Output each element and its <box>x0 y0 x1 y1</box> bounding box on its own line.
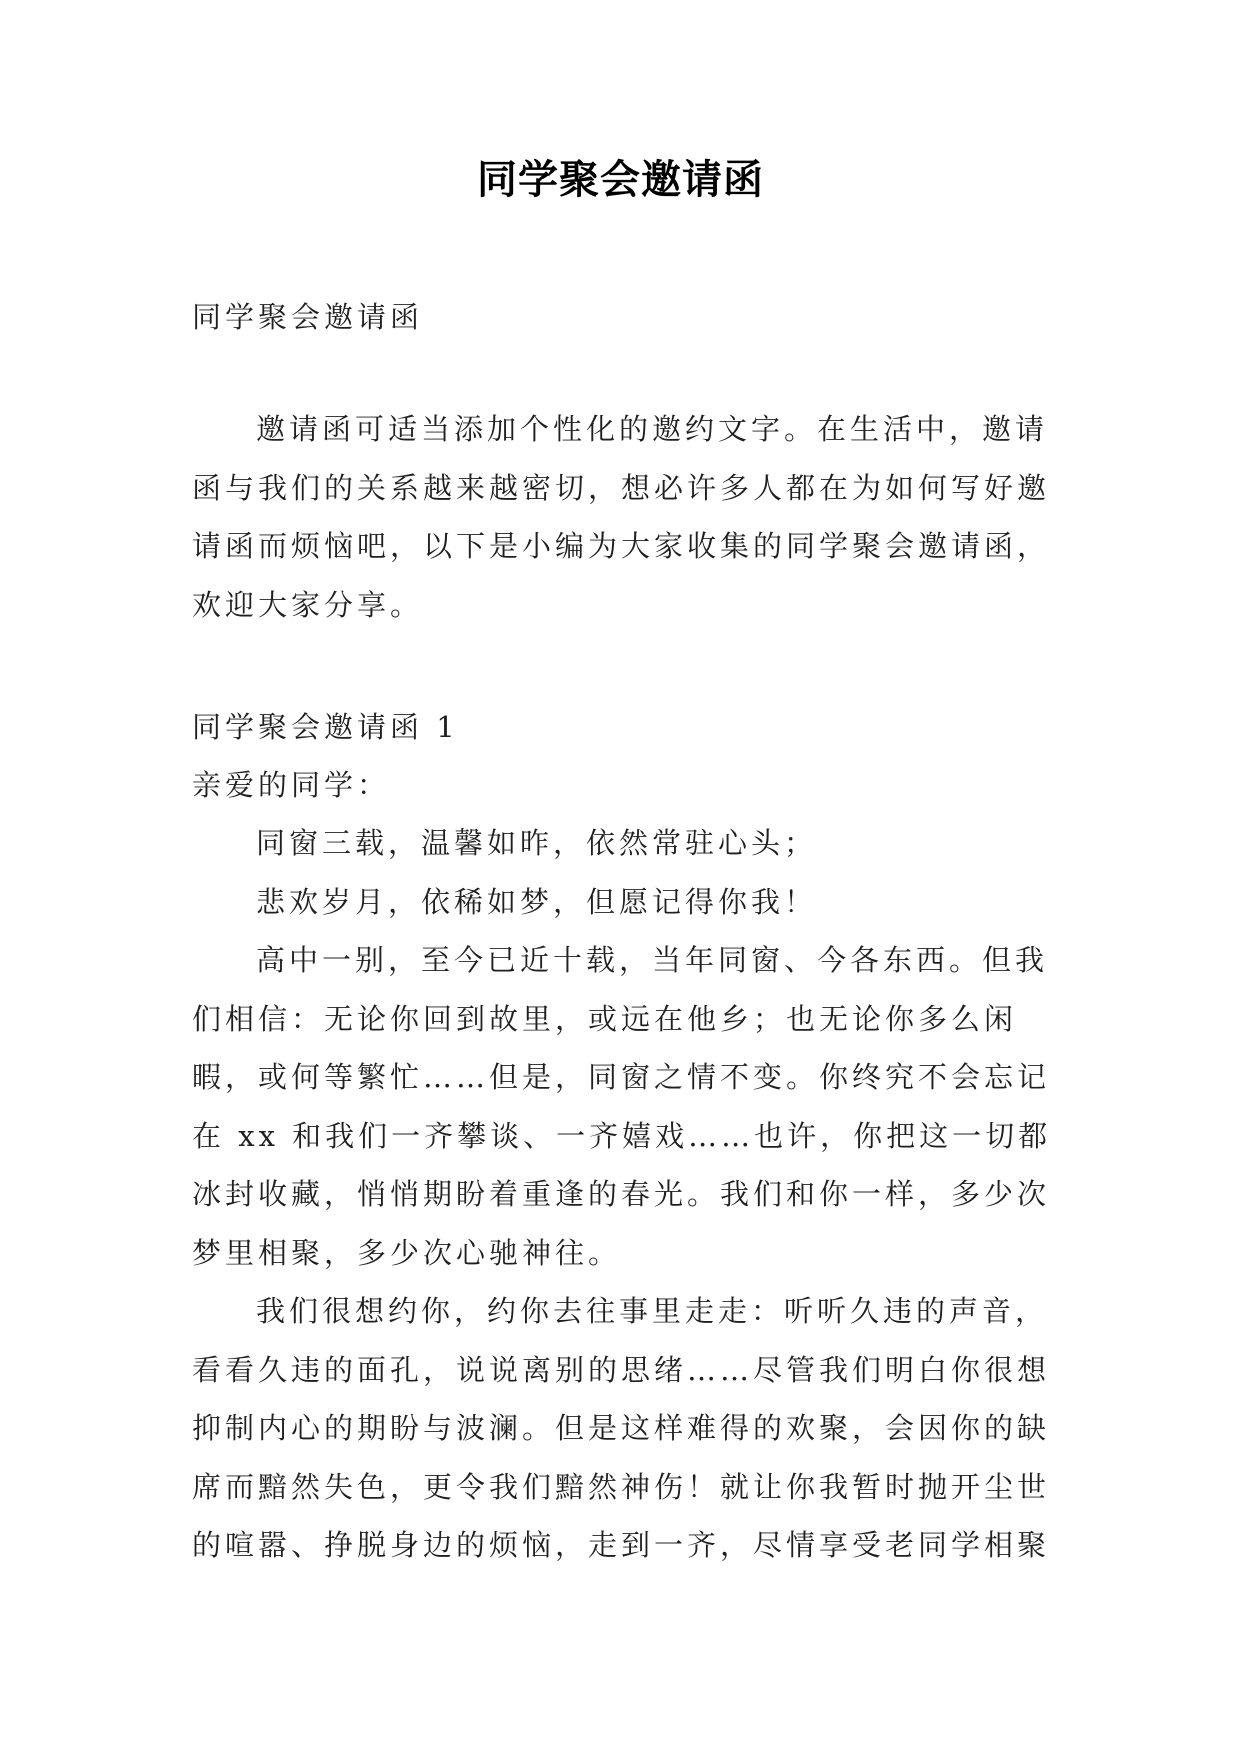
document-title: 同学聚会邀请函 <box>477 156 764 203</box>
greeting-line: 亲爱的同学： <box>192 768 391 802</box>
intro-paragraph: 邀请函可适当添加个性化的邀约文字。在生活中，邀请函与我们的关系越来越密切，想必许多人都在为如何写好邀请函而烦恼吧，以下是小编为大家收集的同学聚会邀请函，欢迎大家分享。 <box>192 412 1051 622</box>
letter-paragraph: 悲欢岁月，依稀如梦，但愿记得你我！ <box>256 884 818 919</box>
letter-paragraph: 我们很想约你，约你去往事里走走：听听久违的声音，看看久违的面孔，说说离别的思绪……尽管我们明白你很想抑制内心的期盼与波澜。但是这样难得的欢聚，会因你的缺席而黯然失色，更令我们黯然神伤！就让你我暂时抛开尘世的喧嚣、挣脱身边的烦恼，走到一齐，尽情享受老同学相聚 <box>192 1294 1051 1562</box>
document-subtitle: 同学聚会邀请函 <box>192 300 424 334</box>
letter-paragraph: 高中一别，至今已近十载，当年同窗、今各东西。但我们相信：无论你回到故里，或远在他乡；也无论你多么闲暇，或何等繁忙……但是，同窗之情不变。你终究不会忘记在 xx 和我们一齐攀谈、一齐嬉戏……也许，你把这一切都冰封收藏，悄悄期盼着重逢的春光。我们和你一样，多少次梦里相聚，多少次心驰神往。 <box>192 943 1052 1270</box>
letter-body <box>192 814 1052 1575</box>
section-title: 同学聚会邀请函 1 <box>192 710 459 744</box>
letter-paragraph: 同窗三载，温馨如昨，依然常驻心头； <box>256 826 818 860</box>
